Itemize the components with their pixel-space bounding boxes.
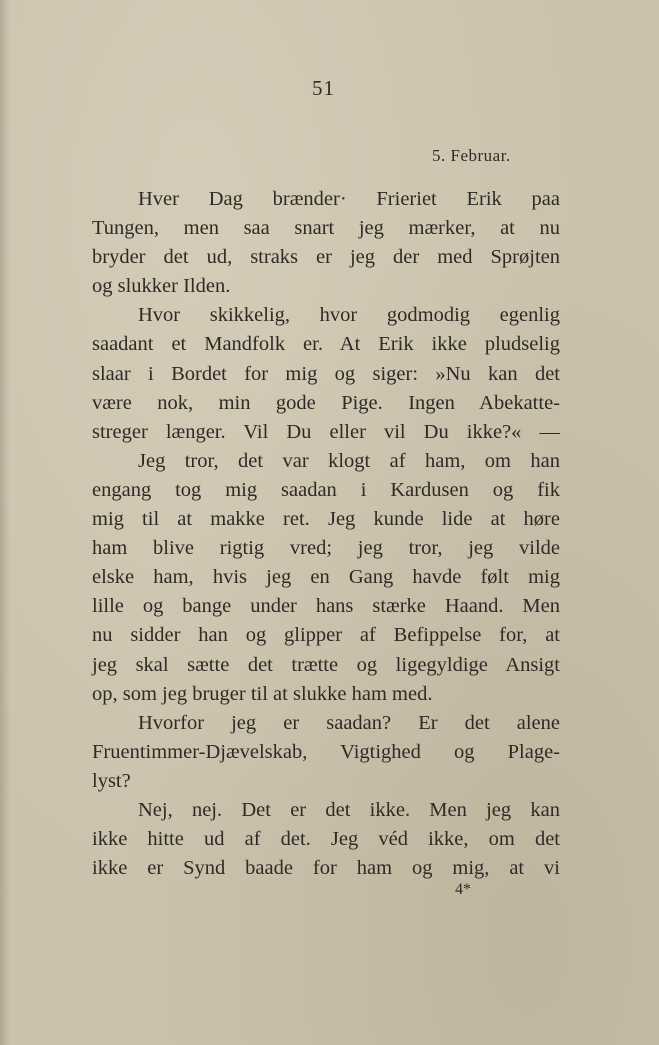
text-line: lyst? <box>92 769 131 792</box>
text-line: slaar i Bordet for mig og siger: »Nu kan det <box>92 362 560 385</box>
text-line: Fruentimmer-Djævelskab, Vigtighed og Plage- <box>92 740 560 763</box>
text-line: ikke er Synd baade for ham og mig, at vi <box>92 857 560 880</box>
text-line: elske ham, hvis jeg en Gang havde følt mig <box>92 566 560 589</box>
entry-date: 5. Februar. <box>432 146 511 165</box>
text-line: Hver Dag brænder· Frieriet Erik paa <box>138 188 560 210</box>
text-line: nu sidder han og glipper af Befippelse for, at <box>92 624 560 647</box>
text-line: Hvorfor jeg er saadan? Er det alene <box>138 711 560 734</box>
text-line: engang tog mig saadan i Kardusen og fik <box>92 478 560 501</box>
text-line: Hvor skikkelig, hvor godmodig egenlig <box>138 304 560 327</box>
text-line: Tungen, men saa snart jeg mærker, at nu <box>92 217 560 240</box>
text-line: mig til at makke ret. Jeg kunde lide at høre <box>92 508 560 531</box>
body-text <box>92 185 560 883</box>
text-line: lille og bange under hans stærke Haand. Men <box>92 595 560 618</box>
page-spine-shadow <box>0 0 10 1045</box>
text-line: Nej, nej. Det er det ikke. Men jeg kan <box>138 798 560 821</box>
text-line: ikke hitte ud af det. Jeg véd ikke, om det <box>92 828 560 851</box>
text-line: streger længer. Vil Du eller vil Du ikke?« — <box>92 420 560 443</box>
text-line: saadant et Mandfolk er. At Erik ikke pludselig <box>92 333 560 356</box>
text-line: og slukker Ilden. <box>92 275 231 298</box>
text-line: Jeg tror, det var klogt af ham, om han <box>138 449 560 472</box>
text-line: bryder det ud, straks er jeg der med Sprøjten <box>92 246 560 269</box>
text-line: være nok, min gode Pige. Ingen Abekatte- <box>92 391 560 414</box>
page-number: 51 <box>312 76 335 100</box>
text-line: op, som jeg bruger til at slukke ham med. <box>92 682 433 705</box>
text-line: ham blive rigtig vred; jeg tror, jeg vilde <box>92 537 560 560</box>
signature-mark: 4* <box>455 881 471 898</box>
text-line: jeg skal sætte det trætte og ligegyldige Ansigt <box>92 653 560 676</box>
